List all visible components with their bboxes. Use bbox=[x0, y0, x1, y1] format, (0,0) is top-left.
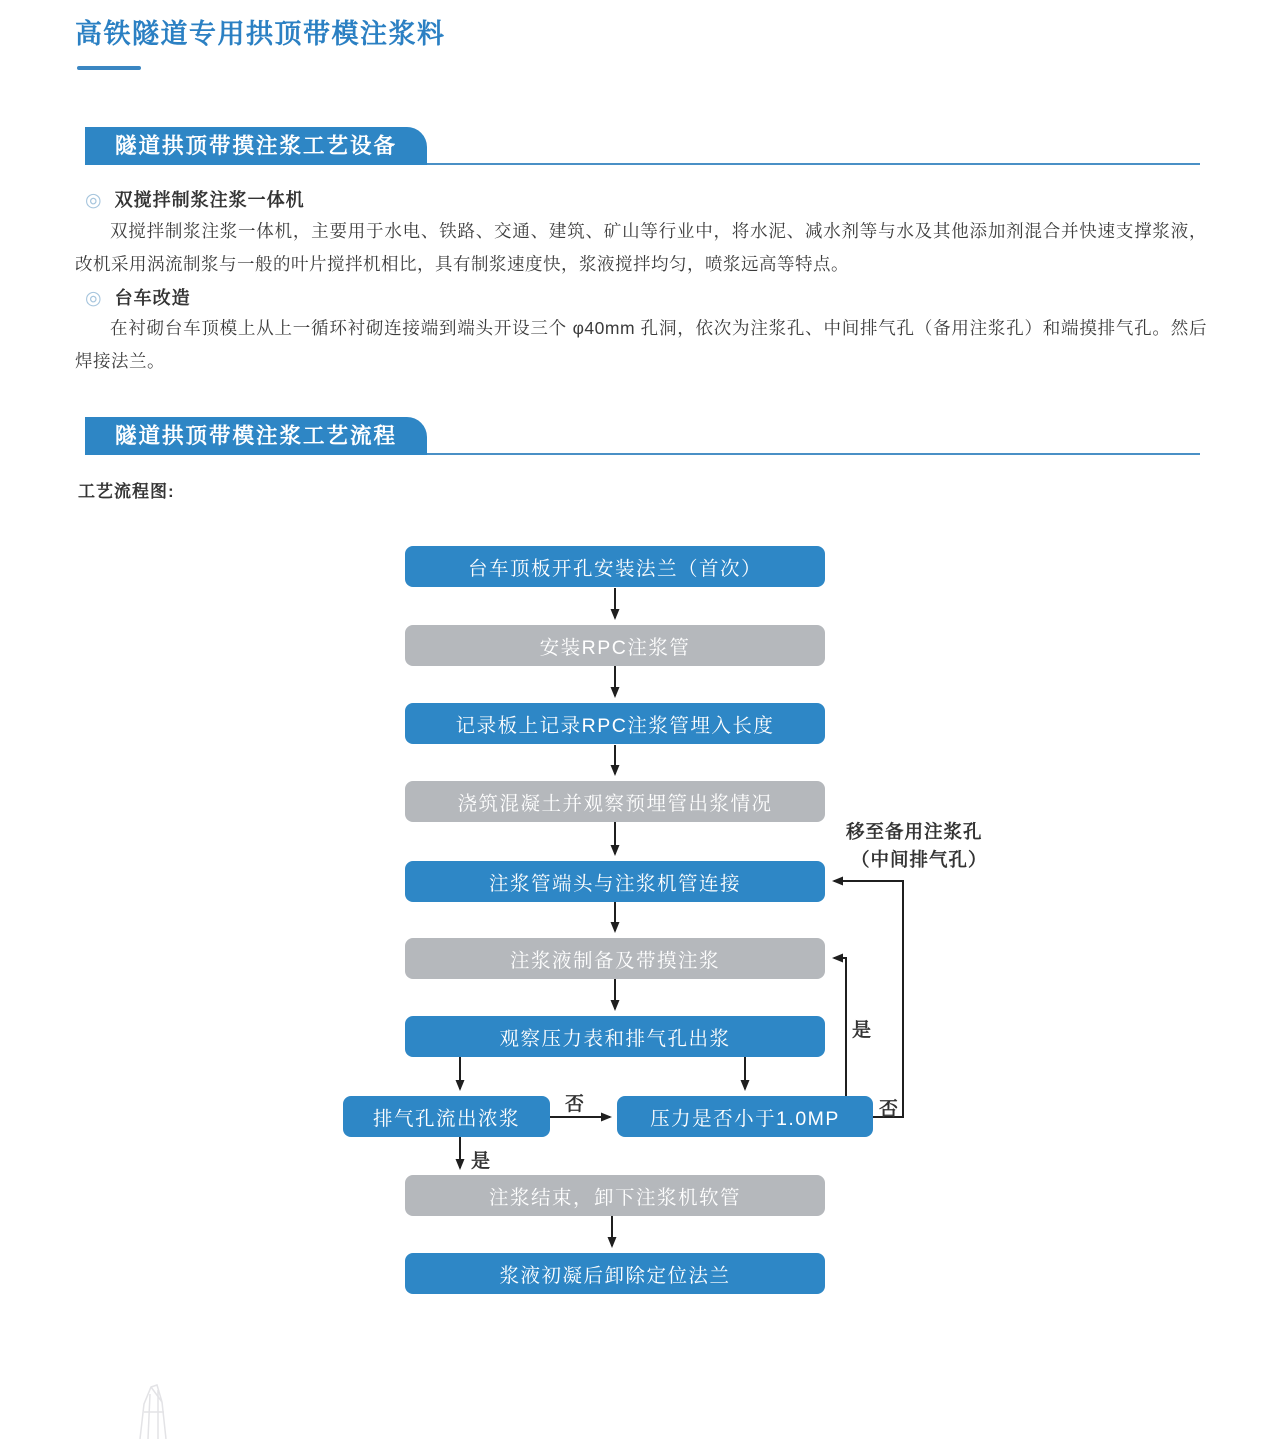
page-title: 高铁隧道专用拱顶带模注浆料 bbox=[75, 19, 446, 49]
label-yes-inner-loop: 是 bbox=[852, 1020, 872, 1041]
flow-node-connect-pipe: 注浆管端头与注浆机管连接 bbox=[405, 861, 825, 902]
flow-node-vent-thick-slurry: 排气孔流出浓浆 bbox=[343, 1096, 550, 1137]
ring-bullet-icon: ◎ bbox=[85, 288, 103, 309]
section-header-process: 隧道拱顶带模注浆工艺流程 bbox=[85, 417, 427, 455]
flow-node-observe-gauge: 观察压力表和排气孔出浆 bbox=[405, 1016, 825, 1057]
flow-node-pour-concrete: 浇筑混凝土并观察预埋管出浆情况 bbox=[405, 781, 825, 822]
flow-node-record-length: 记录板上记录RPC注浆管埋入长度 bbox=[405, 703, 825, 744]
flow-node-pressure-check: 压力是否小于1.0MP bbox=[617, 1096, 873, 1137]
bullet-heading-text: 台车改造 bbox=[114, 288, 191, 308]
flow-node-install-rpc-pipe: 安装RPC注浆管 bbox=[405, 625, 825, 666]
title-underline bbox=[77, 66, 141, 70]
bullet-heading-trolley bbox=[85, 284, 191, 310]
label-no-horizontal: 否 bbox=[565, 1094, 585, 1115]
paragraph-mixer: 双搅拌制浆注浆一体机，主要用于水电、铁路、交通、建筑、矿山等行业中，将水泥、减水剂等与水及其他添加剂混合并快速支撑浆液，改机采用涡流制浆与一般的叶片搅拌机相比，具有制浆速度快，浆液搅拌均匀，喷浆远高等特点。 bbox=[75, 221, 1207, 274]
section-header-equipment: 隧道拱顶带摸注浆工艺设备 bbox=[85, 127, 427, 165]
bullet-heading-mixer bbox=[85, 186, 305, 212]
ring-bullet-icon: ◎ bbox=[85, 190, 103, 211]
flow-node-remove-flange: 浆液初凝后卸除定位法兰 bbox=[405, 1253, 825, 1294]
side-note-line1: 移至备用注浆孔 bbox=[846, 821, 983, 842]
flow-node-prepare-grout: 注浆液制备及带摸注浆 bbox=[405, 938, 825, 979]
paragraph-trolley: 在衬砌台车顶模上从上一循环衬砌连接端到端头开设三个 φ40mm 孔洞，依次为注浆孔、中间排气孔（备用注浆孔）和端摸排气孔。然后焊接法兰。 bbox=[75, 318, 1207, 371]
flow-node-grouting-finish: 注浆结束，卸下注浆机软管 bbox=[405, 1175, 825, 1216]
side-note-line2: （中间排气孔） bbox=[851, 849, 988, 870]
tower-watermark-icon bbox=[118, 1382, 198, 1439]
flow-node-install-flange: 台车顶板开孔安装法兰（首次） bbox=[405, 546, 825, 587]
flowchart-caption: 工艺流程图: bbox=[78, 482, 175, 501]
label-no-outer-loop: 否 bbox=[879, 1099, 899, 1120]
label-yes-down: 是 bbox=[471, 1151, 491, 1172]
bullet-heading-text: 双搅拌制浆注浆一体机 bbox=[114, 190, 305, 210]
